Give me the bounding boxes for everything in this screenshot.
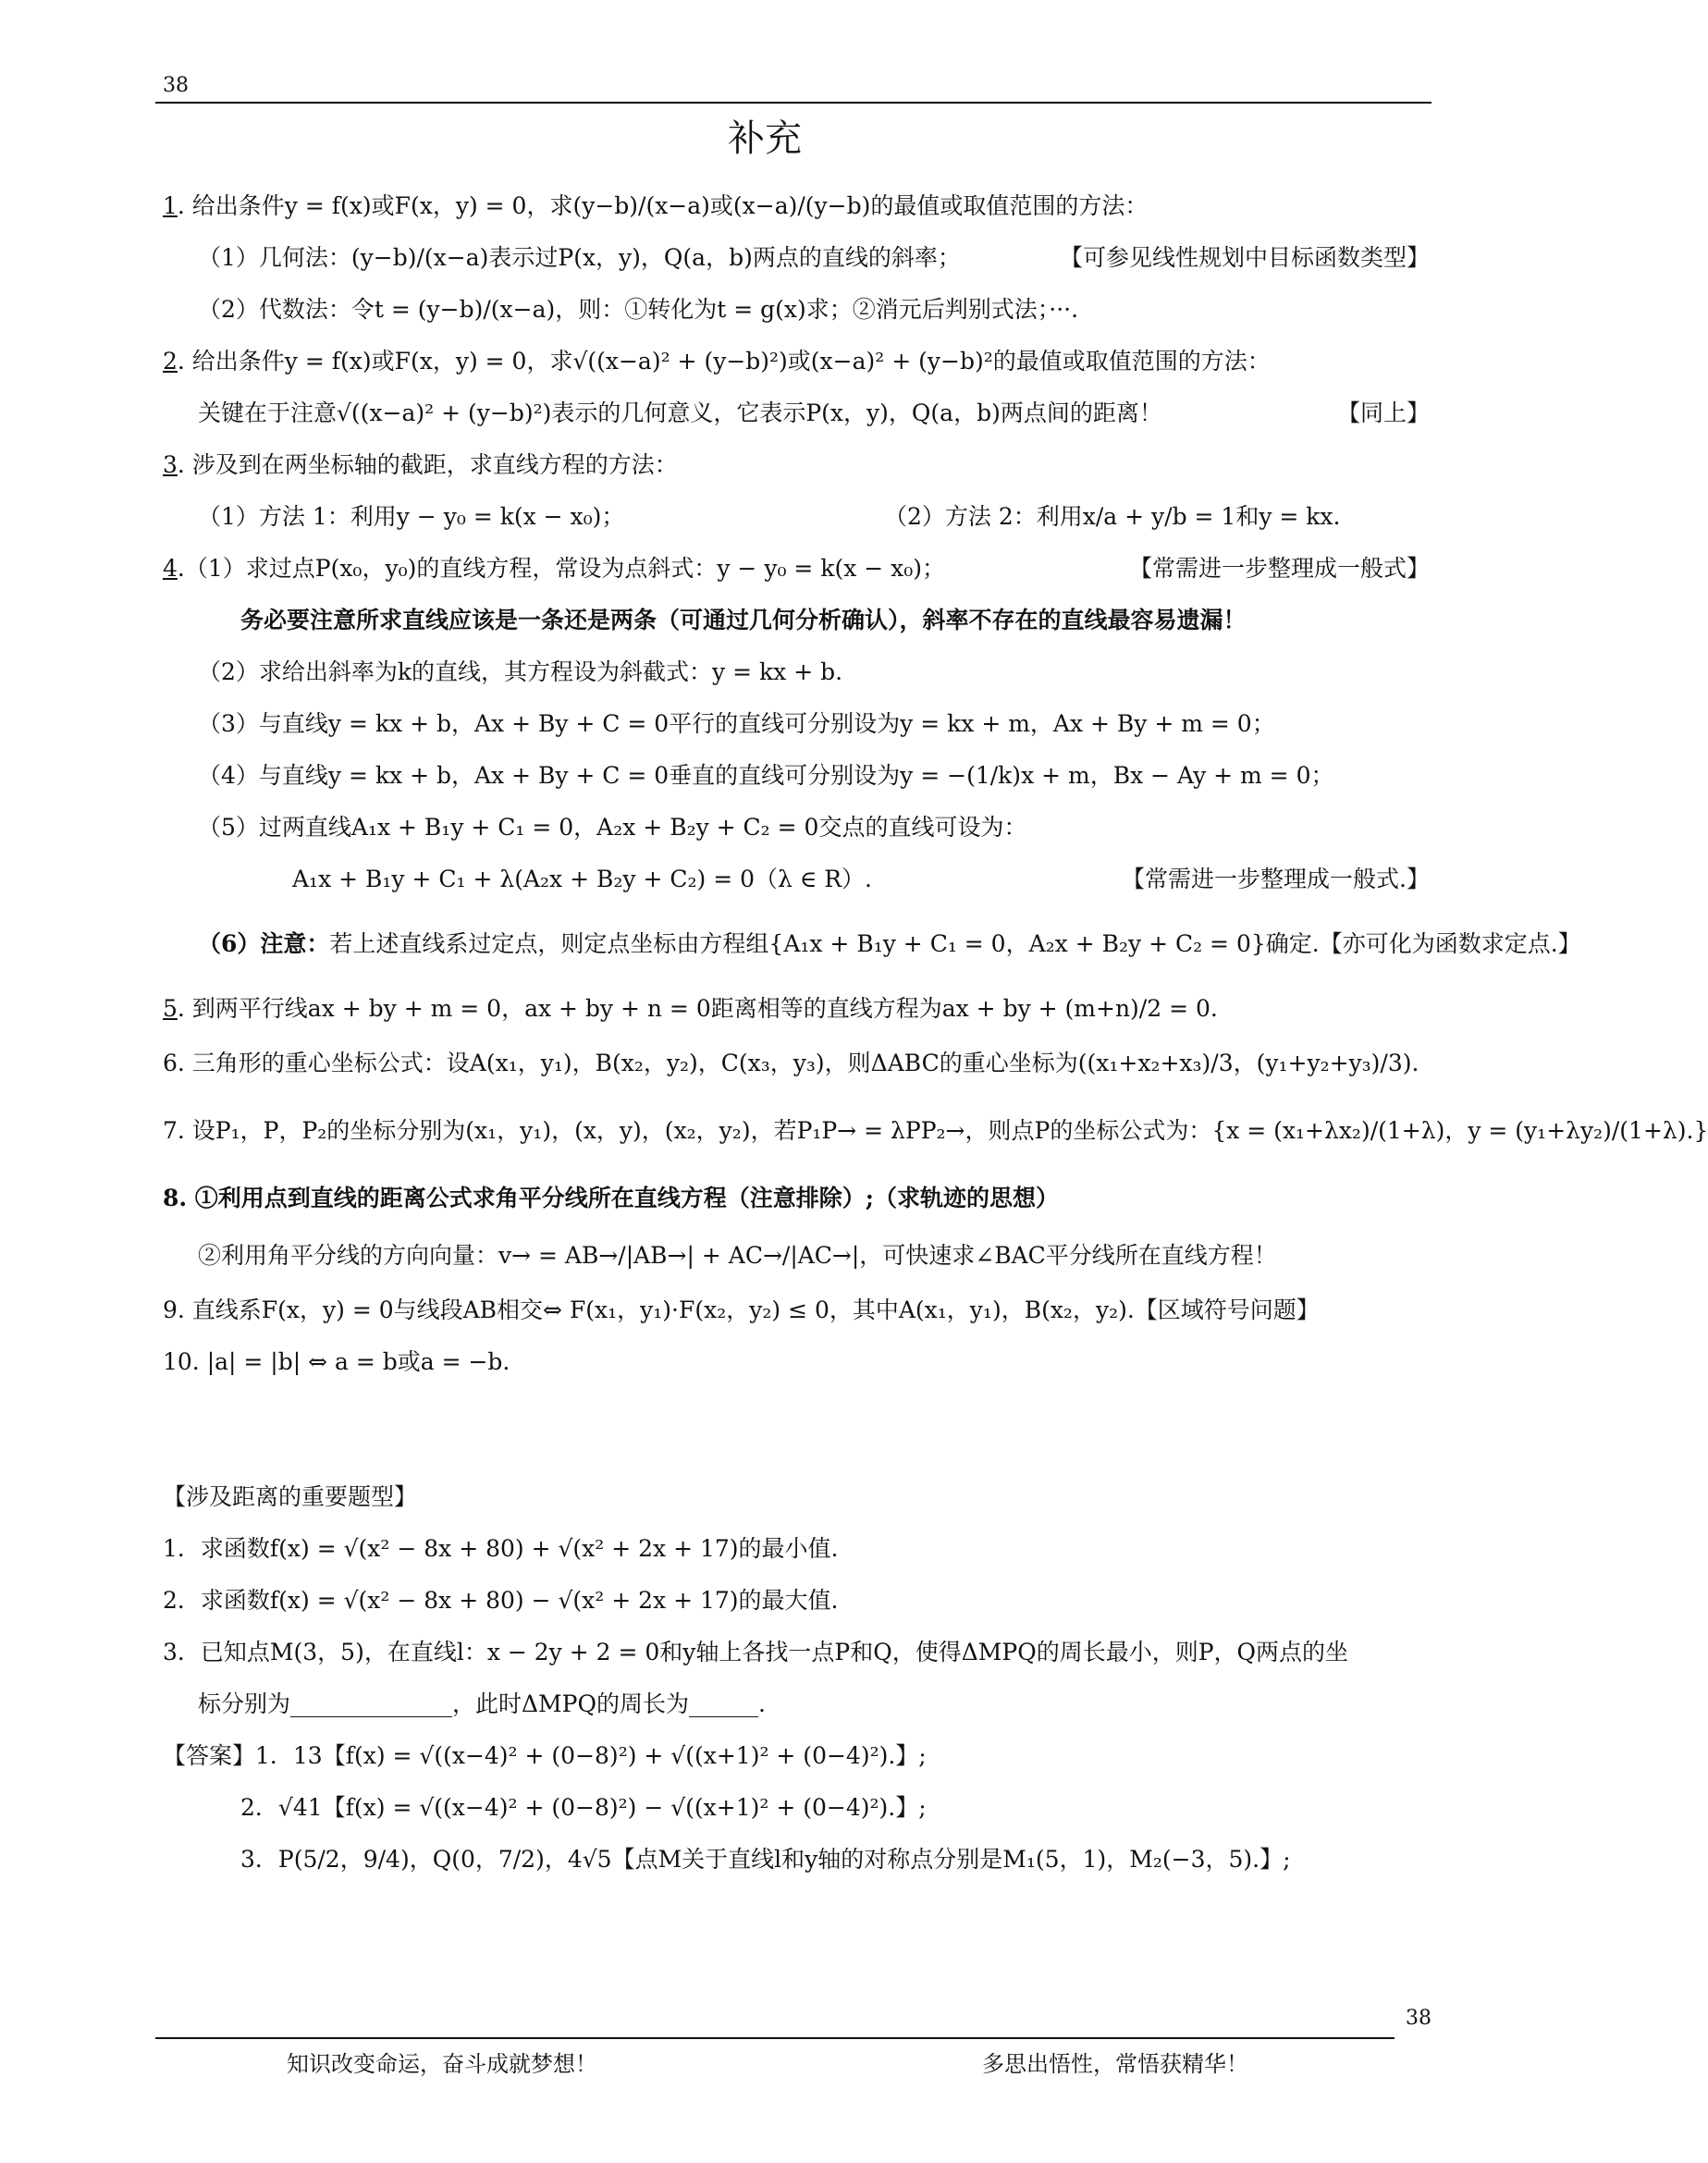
item-text: 务必要注意所求直线应该是一条还是两条（可通过几何分析确认），斜率不存在的直线最容易遗漏！ — [240, 607, 1247, 633]
item-4-3 — [163, 698, 1430, 750]
item-text: 10. |a| = |b| ⇔ a = b或a = −b. — [163, 1348, 510, 1375]
item-text: （3）与直线y = kx + b，Ax + By + C = 0平行的直线可分别设为y = kx + m，Ax + By + m = 0； — [198, 710, 1275, 737]
item-text: 关键在于注意√((x−a)² + (y−b)²)表示的几何意义，它表示P(x，y)，Q(a，b)两点间的距离！ — [198, 399, 1162, 426]
item-text: .（1）求过点P(x₀，y₀)的直线方程，常设为点斜式：y − y₀ = k(x − x₀)； — [177, 555, 946, 582]
item-text: （2）求给出斜率为k的直线，其方程设为斜截式：y = kx + b. — [198, 658, 843, 685]
item-text: 9. 直线系F(x，y) = 0与线段AB相交⇔ F(x₁，y₁)·F(x₂，y₂) ≤ 0，其中A(x₁，y₁)，B(x₂，y₂).【区域符号问题】 — [163, 1297, 1320, 1323]
item-4-6 — [163, 905, 1581, 983]
item-text: . 到两平行线ax + by + m = 0，ax + by + n = 0距离相等的直线方程为ax + by + (m+n)/2 = 0. — [177, 995, 1218, 1022]
page-title: 补充 — [728, 117, 802, 160]
item-text: （2）方法 2：利用x/a + y/b = 1和y = kx. — [884, 503, 1341, 530]
item-number: 4 — [163, 555, 178, 582]
answer-3: 3．P(5/2，9/4)，Q(0，7/2)，4√5【点M关于直线l和y轴的对称点分别是M₁(5，1)，M₂(−3，5).】; — [240, 1846, 1291, 1873]
item-1 — [163, 180, 1430, 232]
item-4-2 — [163, 646, 1430, 698]
item-3 — [163, 439, 1430, 491]
item-4 — [163, 543, 1430, 595]
item-text: （1）几何法：(y−b)/(x−a)表示过P(x，y)，Q(a，b)两点的直线的斜率； — [198, 244, 961, 271]
item-8-2 — [163, 1227, 1430, 1284]
item-note: 【同上】 — [1336, 399, 1430, 426]
footer-rule — [155, 2037, 1395, 2039]
item-4-4 — [163, 750, 1430, 802]
item-text: （1）方法 1：利用y − y₀ = k(x − x₀)； — [198, 503, 625, 530]
item-note: 【可参见线性规划中目标函数类型】 — [1059, 244, 1430, 271]
section-heading: 【涉及距离的重要题型】 — [163, 1483, 418, 1510]
question-1: 1．求函数f(x) = √(x² − 8x + 80) + √(x² + 2x + 17)的最小值. — [163, 1535, 839, 1562]
item-text: 8. ①利用点到直线的距离公式求角平分线所在直线方程（注意排除）;（求轨迹的思想） — [163, 1185, 1060, 1211]
item-3-methods — [163, 491, 1430, 543]
item-text: （4）与直线y = kx + b，Ax + By + C = 0垂直的直线可分别设为y = −(1/k)x + m，Bx − Ay + m = 0； — [198, 762, 1334, 789]
item-2 — [163, 336, 1430, 387]
item-2-key — [163, 387, 1430, 439]
item-text: A₁x + B₁y + C₁ + λ(A₂x + B₂y + C₂) = 0（λ ∈ R）. — [292, 866, 873, 892]
footer-page-number: 38 — [1406, 2007, 1432, 2030]
item-text: 7. 设P₁，P，P₂的坐标分别为(x₁，y₁)，(x，y)，(x₂，y₂)，若P₁P→ = λPP₂→，则点P的坐标公式为：{x = (x₁+λx₂)/(1+λ)，y = (y₁+λy₂)/(1+λ).} — [163, 1117, 1708, 1144]
item-number: 2 — [163, 348, 178, 375]
answer-2: 2．√41【f(x) = √((x−4)² + (0−8)²) − √((x+1)² + (0−4)²).】; — [240, 1794, 927, 1821]
item-note: 【常需进一步整理成一般式.】 — [1122, 866, 1430, 892]
question-3-cont: 标分别为______________，此时ΔMPQ的周长为______. — [198, 1690, 766, 1717]
item-text: . 涉及到在两坐标轴的截距，求直线方程的方法： — [177, 451, 678, 478]
item-6 — [163, 1035, 1430, 1092]
item-4-5-formula — [163, 854, 1430, 905]
item-number: 5 — [163, 995, 178, 1022]
item-4-5 — [163, 802, 1430, 854]
item-1-geometric — [163, 232, 1430, 284]
item-7 — [163, 1092, 1708, 1170]
item-9 — [163, 1284, 1430, 1336]
content — [163, 180, 1708, 1886]
question-3: 3．已知点M(3，5)，在直线l：x − 2y + 2 = 0和y轴上各找一点P和Q，使得ΔMPQ的周长最小，则P，Q两点的坐 — [163, 1639, 1349, 1665]
item-text: 6. 三角形的重心坐标公式：设A(x₁，y₁)，B(x₂，y₂)，C(x₃，y₃)，则ΔABC的重心坐标为((x₁+x₂+x₃)/3，(y₁+y₂+y₃)/3). — [163, 1050, 1419, 1076]
header-rule — [155, 102, 1432, 104]
item-4-warning — [163, 595, 1430, 646]
item-text: . 给出条件y = f(x)或F(x，y) = 0，求√((x−a)² + (y−b)²)或(x−a)² + (y−b)²的最值或取值范围的方法： — [177, 348, 1271, 375]
item-number: 3 — [163, 451, 178, 478]
item-text: ②利用角平分线的方向向量：v→ = AB→/|AB→| + AC→/|AC→|，可快速求∠BAC平分线所在直线方程！ — [198, 1242, 1277, 1269]
item-text: 若上述直线系过定点，则定点坐标由方程组{A₁x + B₁y + C₁ = 0，A₂x + B₂y + C₂ = 0}确定.【亦可化为函数求定点.】 — [329, 930, 1581, 957]
item-10 — [163, 1336, 1430, 1388]
footer-right-motto: 多思出悟性，常悟获精华！ — [982, 2051, 1248, 2077]
item-note: 【常需进一步整理成一般式】 — [1128, 555, 1430, 582]
item-label: （6）注意： — [198, 930, 330, 957]
footer-left-motto: 知识改变命运，奋斗成就梦想！ — [287, 2051, 597, 2077]
item-text: （2）代数法：令t = (y−b)/(x−a)，则：①转化为t = g(x)求；②消元后判别式法；···. — [198, 296, 1079, 323]
header-page-number: 38 — [163, 74, 189, 97]
item-number: 1 — [163, 192, 178, 219]
item-5 — [163, 983, 1430, 1035]
item-text: （5）过两直线A₁x + B₁y + C₁ = 0，A₂x + B₂y + C₂ = 0交点的直线可设为： — [198, 814, 1027, 841]
question-2: 2．求函数f(x) = √(x² − 8x + 80) − √(x² + 2x + 17)的最大值. — [163, 1587, 839, 1614]
item-8 — [163, 1170, 1430, 1227]
item-text: . 给出条件y = f(x)或F(x，y) = 0，求(y−b)/(x−a)或(x−a)/(y−b)的最值或取值范围的方法： — [177, 192, 1149, 219]
item-1-algebraic — [163, 284, 1430, 336]
answer-1: 【答案】1．13【f(x) = √((x−4)² + (0−8)²) + √((x+1)² + (0−4)²).】; — [163, 1742, 927, 1769]
